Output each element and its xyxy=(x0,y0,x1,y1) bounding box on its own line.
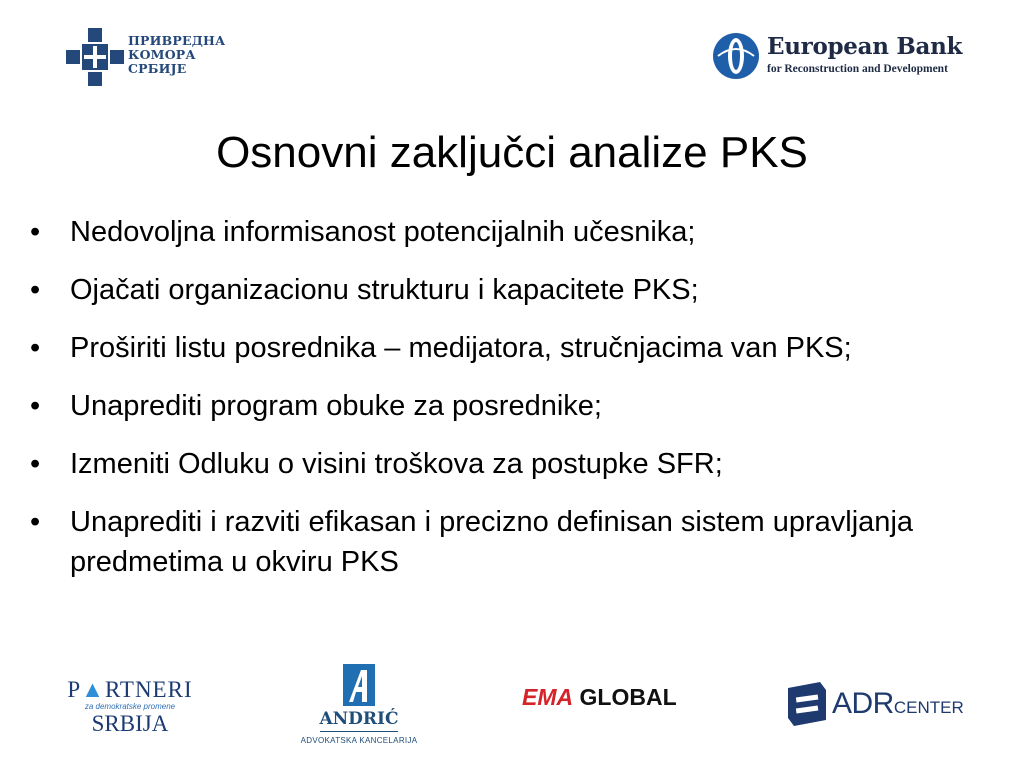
andric-divider xyxy=(320,731,398,732)
pks-logo-line-3: СРБИЈЕ xyxy=(128,61,187,76)
ebrd-logo xyxy=(712,30,982,82)
partneri-subtitle: za demokratske promene xyxy=(84,702,176,711)
ema-red-text: EMA xyxy=(522,684,574,710)
bullet-icon: • xyxy=(30,216,41,248)
bullet-icon: • xyxy=(30,274,41,306)
partneri-title-rest: RTNERI xyxy=(104,677,193,702)
partneri-country: SRBIJA xyxy=(91,711,169,736)
ema-global-logo xyxy=(522,684,677,711)
bullet-item xyxy=(30,270,990,310)
pks-logo-line-1: ПРИВРЕДНА xyxy=(128,33,226,48)
bullet-text: Ojačati organizacionu strukturu i kapacitete PKS; xyxy=(70,274,699,306)
ema-black-text: GLOBAL xyxy=(579,684,677,710)
bullet-list xyxy=(30,212,990,600)
bullet-item xyxy=(30,502,990,582)
bullet-icon: • xyxy=(30,506,41,538)
pks-emblem-icon xyxy=(66,28,124,86)
pks-logo xyxy=(66,28,236,88)
bullet-icon: • xyxy=(30,390,41,422)
adr-center-logo xyxy=(784,680,964,728)
triangle-icon: ▲ xyxy=(81,677,105,702)
andric-emblem-icon xyxy=(343,664,375,706)
ebrd-name: European Bank xyxy=(767,33,963,60)
bullet-text: Izmeniti Odluku o visini troškova za postupke SFR; xyxy=(70,448,723,480)
adr-small: CENTER xyxy=(893,698,964,717)
bullet-icon: • xyxy=(30,448,41,480)
bullet-icon: • xyxy=(30,332,41,364)
pks-logo-text xyxy=(128,34,225,76)
bullet-text: Nedovoljna informisanost potencijalnih učesnika; xyxy=(70,216,696,248)
andric-logo xyxy=(300,664,418,752)
bullet-item xyxy=(30,444,990,484)
partneri-srbija-logo xyxy=(60,678,200,740)
andric-subtitle: ADVOKATSKA KANCELARIJA xyxy=(300,736,418,745)
bullet-text: Unaprediti i razviti efikasan i precizno definisan sistem upravljanja predmetima u okviru PKS xyxy=(70,506,914,578)
adr-emblem-icon xyxy=(784,680,830,728)
bullet-item xyxy=(30,212,990,252)
bullet-item xyxy=(30,328,990,368)
ebrd-emblem-icon xyxy=(712,32,760,80)
partneri-title xyxy=(60,678,200,702)
bullet-item xyxy=(30,386,990,426)
slide-title: Osnovni zaključci analize PKS xyxy=(216,128,808,177)
pks-logo-line-2: КОМОРА xyxy=(128,47,196,62)
adr-text xyxy=(832,688,964,724)
adr-main: ADR xyxy=(832,687,894,720)
partneri-title-p: P xyxy=(67,677,82,702)
bullet-text: Unaprediti program obuke za posrednike; xyxy=(70,390,602,422)
ebrd-subtitle: for Reconstruction and Development xyxy=(767,63,948,75)
andric-name: ANDRIĆ xyxy=(319,709,399,729)
bullet-text: Proširiti listu posrednika – medijatora, stručnjacima van PKS; xyxy=(70,332,852,364)
